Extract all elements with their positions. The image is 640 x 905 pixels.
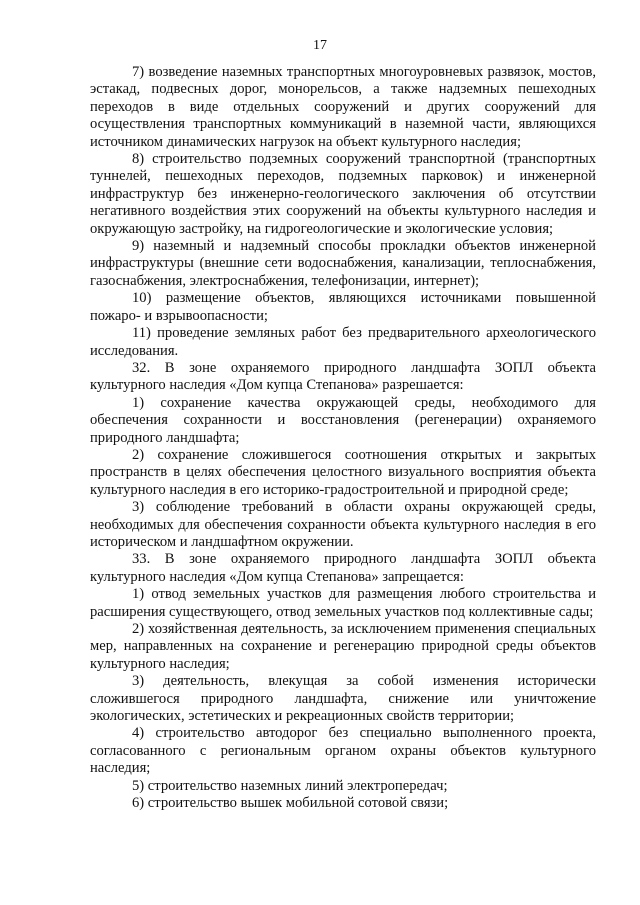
list-item-8-underground-structures: 8) строительство подземных сооружений транспортной (транспортных туннелей, пешеходных переходов, подземных парковок) и инженерной инфраструктур без инженерно-геологического заключения об отсутствии негативного воздействия этих сооружений на объекты культурного наследия и окружающую застройку, на гидрогеологические и экологические условия; [90,151,596,237]
section-33-item-6: 6) строительство вышек мобильной сотовой связи; [132,795,449,812]
list-item-10-hazard-objects: 10) размещение объектов, являющихся источниками повышенной пожаро- и взрывоопасности; [90,290,596,324]
section-33-item-3: 3) деятельность, влекущая за собой изменения исторически сложившегося природного ландшафта, снижение или уничтожение экологических, эстетических и рекреационных свойств территории; [90,673,596,725]
section-33-heading: 33. В зоне охраняемого природного ландшафта ЗОПЛ объекта культурного наследия «Дом купца Степанова» запрещается: [90,551,596,585]
section-33-item-4: 4) строительство автодорог без специально выполненного проекта, согласованного с региональным органом охраны объектов культурного наследия; [90,725,596,777]
list-item-9-utility-lines: 9) наземный и надземный способы прокладки объектов инженерной инфраструктуры (внешние сети водоснабжения, канализации, теплоснабжения, газоснабжения, электроснабжения, телефонизации, интернет); [90,238,596,289]
document-body [90,64,596,812]
list-item-11-earthworks: 11) проведение земляных работ без предварительного археологического исследования. [90,325,596,359]
section-33-item-5: 5) строительство наземных линий электропередач; [132,777,448,794]
section-32-item-1: 1) сохранение качества окружающей среды, необходимого для обеспечения сохранности и восстановления (регенерации) охраняемого природного ландшафта; [90,394,596,446]
list-item-7-overpasses: 7) возведение наземных транспортных многоуровневых развязок, мостов, эстакад, подвесных дорог, монорельсов, а также надземных пешеходных переходов в виде отдельных сооружений и других сооружений для осуществления транспортных коммуникаций в наземной части, являющихся источником динамических нагрузок на объект культурного наследия; [90,64,596,150]
section-32-item-3: 3) соблюдение требований в области охраны окружающей среды, необходимых для обеспечения сохранности объекта культурного наследия в его историческом и ландшафтном окружении. [90,499,596,550]
section-32-heading: 32. В зоне охраняемого природного ландшафта ЗОПЛ объекта культурного наследия «Дом купца Степанова» разрешается: [90,359,596,394]
section-32-item-2: 2) сохранение сложившегося соотношения открытых и закрытых пространств в целях обеспечения целостного визуального восприятия объекта культурного наследия в его историко-градостроительной и природной среде; [90,446,596,498]
page-number: 17 [313,38,327,53]
section-33-item-1: 1) отвод земельных участков для размещения любого строительства и расширения существующего, отвод земельных участков под коллективные сады; [90,586,596,620]
section-33-item-2: 2) хозяйственная деятельность, за исключением применения специальных мер, направленных на сохранение и регенерацию природной среды объектов культурного наследия; [90,621,596,672]
